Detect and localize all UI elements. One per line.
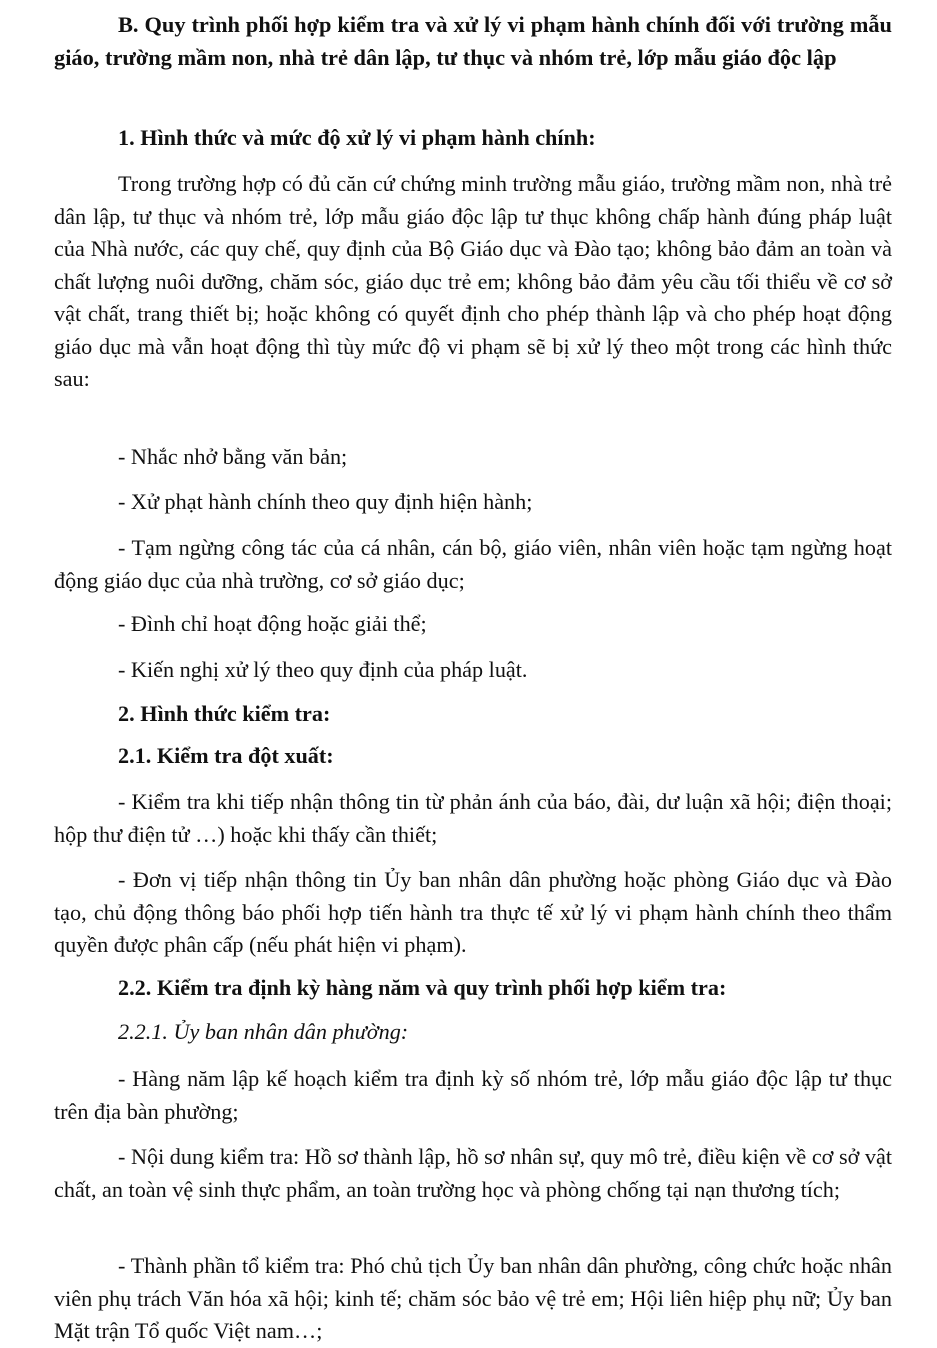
bullet-sudden-inspection: - Kiểm tra khi tiếp nhận thông tin từ phản ánh của báo, đài, dư luận xã hội; điện thoại; hộp thư điện tử …) hoặc khi thấy cần thiết; [54, 789, 892, 847]
heading-2-1: 2.1. Kiểm tra đột xuất: [118, 743, 334, 768]
section-b-title: B. Quy trình phối hợp kiểm tra và xử lý vi phạm hành chính đối với trường mẫu giáo, trường mầm non, nhà trẻ dân lập, tư thục và nhóm trẻ, lớp mẫu giáo độc lập [54, 12, 892, 70]
heading-2-2-1: 2.2.1. Ủy ban nhân dân phường: [118, 1019, 409, 1044]
bullet-legal-proposal: - Kiến nghị xử lý theo quy định của pháp luật. [118, 657, 528, 682]
heading-2-2: 2.2. Kiểm tra định kỳ hàng năm và quy trình phối hợp kiểm tra: [118, 975, 727, 1000]
bullet-inspection-content: - Nội dung kiểm tra: Hồ sơ thành lập, hồ sơ nhân sự, quy mô trẻ, điều kiện về cơ sở vật chất, an toàn vệ sinh thực phẩm, an toàn trường học và phòng chống tại nạn thương tích; [54, 1144, 892, 1202]
paragraph-1: Trong trường hợp có đủ căn cứ chứng minh trường mẫu giáo, trường mầm non, nhà trẻ dân lập, tư thục và nhóm trẻ, lớp mẫu giáo độc lập tư thục không chấp hành đúng pháp luật của Nhà nước, các quy chế, quy định của Bộ Giáo dục và Đào tạo; không bảo đảm an toàn và chất lượng nuôi dưỡng, chăm sóc, giáo dục trẻ em; không bảo đảm yêu cầu tối thiểu về cơ sở vật chất, trang thiết bị; hoặc không có quyết định cho phép thành lập và cho phép hoạt động giáo dục mà vẫn hoạt động thì tùy mức độ vi phạm sẽ bị xử lý theo một trong các hình thức sau: [54, 171, 892, 391]
bullet-reminder: - Nhắc nhở bằng văn bản; [118, 444, 348, 469]
bullet-dissolution: - Đình chỉ hoạt động hoặc giải thể; [118, 611, 427, 636]
bullet-annual-plan: - Hàng năm lập kế hoạch kiểm tra định kỳ số nhóm trẻ, lớp mẫu giáo độc lập tư thục trên địa bàn phường; [54, 1066, 892, 1124]
bullet-suspension: - Tạm ngừng công tác của cá nhân, cán bộ, giáo viên, nhân viên hoặc tạm ngừng hoạt động giáo dục của nhà trường, cơ sở giáo dục; [54, 535, 892, 593]
heading-1: 1. Hình thức và mức độ xử lý vi phạm hành chính: [118, 125, 596, 150]
bullet-receiving-unit: - Đơn vị tiếp nhận thông tin Ủy ban nhân dân phường hoặc phòng Giáo dục và Đào tạo, chủ động thông báo phối hợp tiến hành tra thực tế xử lý vi phạm hành chính theo thẩm quyền được phân cấp (nếu phát hiện vi phạm). [54, 867, 892, 957]
bullet-inspection-team: - Thành phần tổ kiểm tra: Phó chủ tịch Ủy ban nhân dân phường, công chức hoặc nhân viên phụ trách Văn hóa xã hội; kinh tế; chăm sóc bảo vệ trẻ em; Hội liên hiệp phụ nữ; Ủy ban Mặt trận Tổ quốc Việt nam…; [54, 1253, 892, 1343]
heading-2: 2. Hình thức kiểm tra: [118, 701, 331, 726]
bullet-administrative-fine: - Xử phạt hành chính theo quy định hiện hành; [118, 489, 533, 514]
